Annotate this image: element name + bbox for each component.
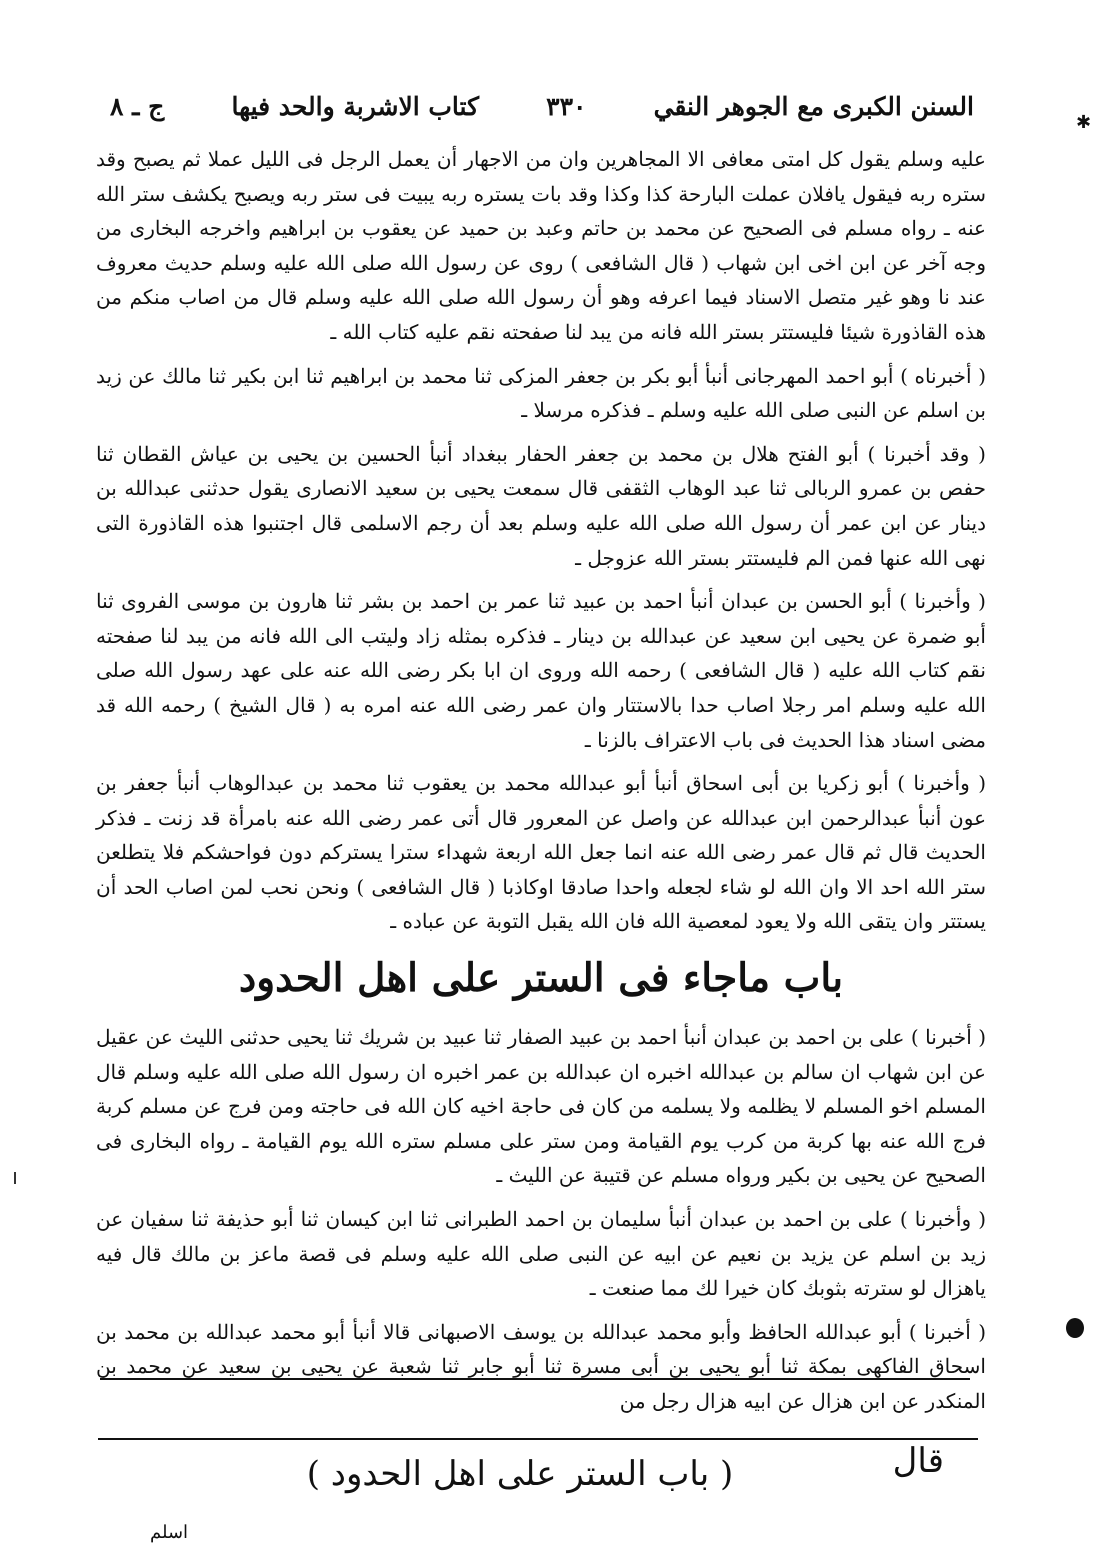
text-paragraph: ( وأخبرنا ) أبو زكريا بن أبى اسحاق أنبأ أبو عبدالله محمد بن يعقوب ثنا محمد بن عبدالوهاب أنبأ جعفر بن عون أنبأ عبدالرحمن ابن عبدالله عن واصل عن المعرور قال أتى عمر رضى الله عنه بامرأة قد زنت ـ فذكر الحديث قال ثم قال عمر رضى الله عنه انما جعل الله اربعة شهداء سترا يستركم دون فواحشكم فلا يتطلعن ستر الله احد الا وان الله لو شاء لجعله واحدا صادقا اوكاذبا ( قال الشافعى ) ونحن نحب لمن اصاب الحد أن يستتر وان يتقى الله ولا يعود لمعصية الله فان الله يقبل التوبة عن عباده ـ [96,771,986,934]
main-text [96,142,986,1428]
catchword: اسلم [150,1522,189,1543]
main-text-rule [100,1378,970,1380]
chapter-heading: باب ماجاء فى الستر على اهل الحدود [238,955,844,1002]
footer-word: قال [892,1441,944,1481]
text-paragraph: ( أخبرنا ) أبو عبدالله الحافظ وأبو محمد عبدالله بن يوسف الاصبهانى قالا أنبأ أبو محمد عبدالله بن محمد بن اسحاق الفاكهى بمكة ثنا أبو يحيى بن أبى مسرة ثنا أبو جابر ثنا شعبة عن يحيى بن سعيد عن محمد بن المنكدر عن ابن هزال عن ابيه هزال رجل من [96,1319,986,1413]
page-header [110,92,974,136]
text-paragraph: ( أخبرناه ) أبو احمد المهرجانى أنبأ أبو بكر بن جعفر المزكى ثنا محمد بن ابراهيم ثنا ابن بكير ثنا مالك عن زيد بن اسلم عن النبى صلى الله عليه وسلم ـ فذكره مرسلا ـ [96,363,986,423]
margin-mark: ✱ [1076,112,1092,133]
text-paragraph: ( وأخبرنا ) أبو الحسن بن عبدان أنبأ احمد بن عبيد ثنا عمر بن احمد بن بشر ثنا هارون بن موسى الفروى ثنا أبو ضمرة عن يحيى ابن سعيد عن عبدالله بن دينار ـ فذكره بمثله زاد وليتب الى الله فانه من يبد لنا صفحته نقم كتاب الله عليه ( قال الشافعى ) رحمه الله وروى ان ابا بكر رضى الله عنه على عهد رسول الله صلى الله عليه وسلم امر رجلا اصاب حدا بالاستتار وان عمر رضى الله عنه امره به ( قال الشيخ ) رحمه الله قد مضى اسناد هذا الحديث فى باب الاعتراف بالزنا ـ [96,589,986,752]
header-page-number: ٣٣٠ [546,92,587,121]
ink-blot-icon [1066,1318,1084,1338]
text-paragraph: ( وقد أخبرنا ) أبو الفتح هلال بن محمد بن جعفر الحفار ببغداد أنبأ الحسين بن يحيى بن عياش القطان ثنا حفص بن عمرو الربالى ثنا عبد الوهاب الثقفى قال سمعت يحيى بن سعيد الانصارى يقول حدثنى عبدالله بن دينار عن ابن عمر أن رسول الله صلى الله عليه وسلم بعد أن رجم الاسلمى قال اجتنبوا هذه القاذورة التى نهى الله عنها فمن الم فليستتر بستر الله عزوجل ـ [96,441,986,570]
header-volume: ج ـ ٨ [110,92,165,121]
footer-title: ( باب الستر على اهل الحدود ) [306,1454,734,1494]
text-paragraph: ( وأخبرنا ) على بن احمد بن عبدان أنبأ سليمان بن احمد الطبرانى ثنا ابن كيسان ثنا أبو حذيفة ثنا سفيان عن زيد بن اسلم عن يزيد بن نعيم عن ابيه عن النبى صلى الله عليه وسلم فى قصة ماعز بن مالك قال فيه ياهزال لو سترته بثوبك كان خيرا لك مما صنعت ـ [96,1207,986,1301]
footer-rule [98,1438,978,1440]
header-chapter-title: كتاب الاشربة والحد فيها [231,92,479,121]
header-book-title: السنن الكبرى مع الجوهر النقي [653,92,974,121]
text-paragraph: عليه وسلم يقول كل امتى معافى الا المجاهرين وان من الاجهار أن يعمل الرجل فى الليل عملا ثم يصبح وقد ستره ربه فيقول يافلان عملت البارحة كذا وكذا وقد بات يستره ربه يبيت فى ستر ربه ويصبح يكشف ستر الله عنه ـ رواه مسلم فى الصحيح عن محمد بن حاتم وعبد بن حميد عن يعقوب بن ابراهيم واخرجه البخارى من وجه آخر عن ابن اخى ابن شهاب ( قال الشافعى ) روى عن رسول الله صلى الله عليه وسلم حديث معروف عند نا وهو غير متصل الاسناد فيما اعرفه وهو أن رسول الله صلى الله عليه وسلم قال من اصاب منكم من هذه القاذورة شيئا فليستتر بستر الله فانه من يبد لنا صفحته نقم عليه كتاب الله ـ [96,147,986,344]
margin-tick [14,1172,16,1184]
text-paragraph: ( أخبرنا ) على بن احمد بن عبدان أنبأ احمد بن عبيد الصفار ثنا عبيد بن شريك ثنا يحيى حدثنى الليث عن عقيل عن ابن شهاب ان سالم بن عبدالله اخبره ان عبدالله بن عمر اخبره ان رسول الله صلى الله عليه وسلم قال المسلم اخو المسلم لا يظلمه ولا يسلمه من كان فى حاجة اخيه كان الله فى حاجته ومن فرج عن مسلم كربة فرج الله عنه بها كربة من كرب يوم القيامة ومن ستر على مسلم ستره الله يوم القيامة ـ رواه البخارى فى الصحيح عن يحيى بن بكير ورواه مسلم عن قتيبة عن الليث ـ [96,1025,986,1188]
